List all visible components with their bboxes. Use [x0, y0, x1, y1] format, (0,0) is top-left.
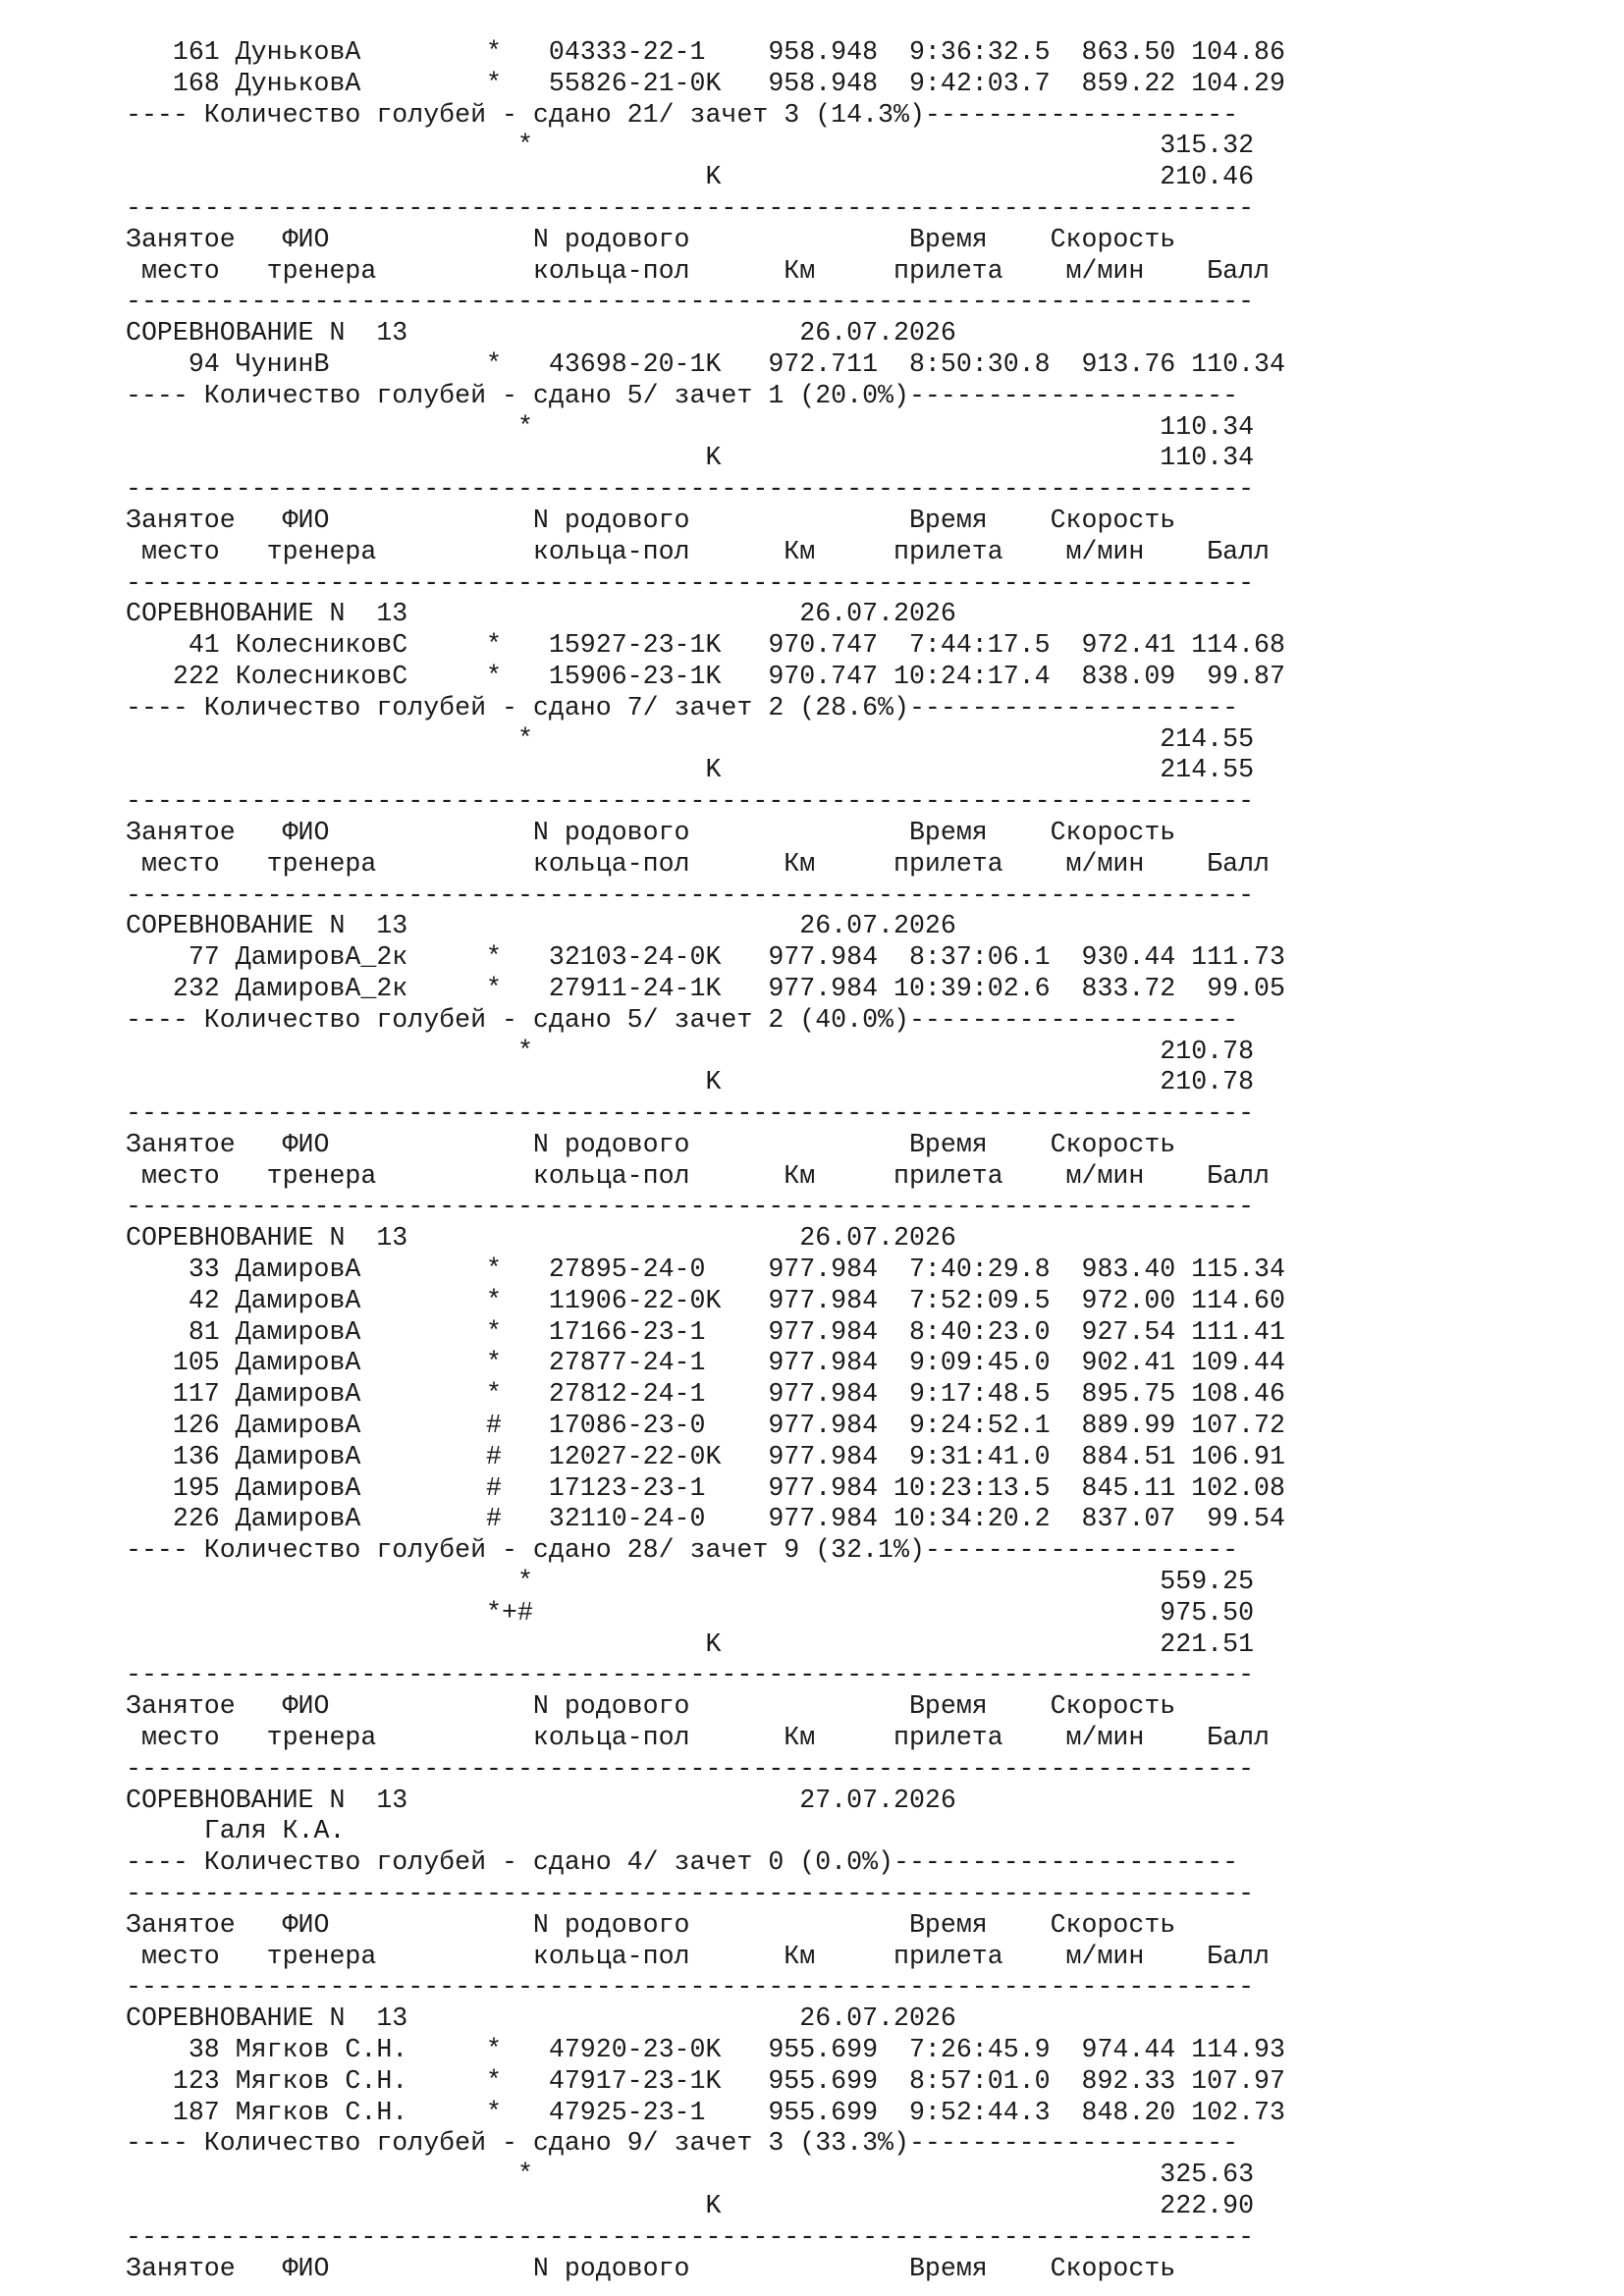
total-line: K 214.55	[126, 755, 1255, 785]
result-row: 94 ЧунинВ * 43698-20-1K 972.711 8:50:30.8 913.76 110.34	[126, 348, 1285, 379]
competition-header: СОРЕВНОВАНИЕ N 13 27.07.2026	[126, 1785, 956, 1815]
competition-header: СОРЕВНОВАНИЕ N 13 26.07.2026	[126, 2003, 956, 2034]
total-line: K 110.34	[126, 443, 1255, 473]
column-header: Занятое ФИО N родового Время Скорость	[126, 1691, 1176, 1722]
separator-line: ------------------------------------------------------------------------	[126, 1972, 1255, 2002]
results-printout	[126, 37, 1285, 2284]
result-row: 222 КолесниковС * 15906-23-1K 970.747 10:24:17.4 838.09 99.87	[126, 661, 1285, 691]
result-row: 123 Мягков С.Н. * 47917-23-1K 955.699 8:57:01.0 892.33 107.97	[126, 2065, 1285, 2096]
separator-line: ------------------------------------------------------------------------	[126, 192, 1255, 223]
column-header: место тренера кольца-пол Км прилета м/мин Балл	[126, 255, 1270, 286]
result-row: 42 ДамировА * 11906-22-0K 977.984 7:52:09.5 972.00 114.60	[126, 1285, 1285, 1315]
column-header: Занятое ФИО N родового Время Скорость	[126, 505, 1176, 535]
summary-line: ---- Количество голубей - сдано 4/ зачет 0 (0.0%)----------------------	[126, 1847, 1239, 1878]
separator-line: ------------------------------------------------------------------------	[126, 1753, 1255, 1784]
summary-line: ---- Количество голубей - сдано 21/ зачет 3 (14.3%)--------------------	[126, 99, 1239, 130]
total-line: * 325.63	[126, 2160, 1255, 2190]
result-row: 187 Мягков С.Н. * 47925-23-1 955.699 9:52:44.3 848.20 102.73	[126, 2097, 1285, 2127]
total-line: * 214.55	[126, 723, 1255, 754]
separator-line: ------------------------------------------------------------------------	[126, 2221, 1255, 2252]
summary-line: ---- Количество голубей - сдано 28/ зачет 9 (32.1%)--------------------	[126, 1535, 1239, 1566]
separator-line: ------------------------------------------------------------------------	[126, 1192, 1255, 1222]
column-header: место тренера кольца-пол Км прилета м/мин Балл	[126, 536, 1270, 566]
summary-line: ---- Количество голубей - сдано 9/ зачет 3 (33.3%)---------------------	[126, 2128, 1239, 2159]
total-line: K 210.78	[126, 1067, 1255, 1097]
text-line: Галя К.А.	[126, 1816, 346, 1846]
result-row: 161 ДуньковА * 04333-22-1 958.948 9:36:32.5 863.50 104.86	[126, 37, 1285, 67]
separator-line: ------------------------------------------------------------------------	[126, 1098, 1255, 1129]
result-row: 195 ДамировА # 17123-23-1 977.984 10:23:13.5 845.11 102.08	[126, 1472, 1285, 1503]
result-row: 168 ДуньковА * 55826-21-0K 958.948 9:42:03.7 859.22 104.29	[126, 68, 1285, 98]
total-line: * 110.34	[126, 411, 1255, 442]
total-line: K 222.90	[126, 2190, 1255, 2220]
summary-line: ---- Количество голубей - сдано 5/ зачет 1 (20.0%)---------------------	[126, 380, 1239, 410]
separator-line: ------------------------------------------------------------------------	[126, 474, 1255, 505]
competition-header: СОРЕВНОВАНИЕ N 13 26.07.2026	[126, 599, 956, 629]
competition-header: СОРЕВНОВАНИЕ N 13 26.07.2026	[126, 911, 956, 941]
column-header: Занятое ФИО N родового Время Скорость	[126, 817, 1176, 847]
result-row: 136 ДамировА # 12027-22-0K 977.984 9:31:41.0 884.51 106.91	[126, 1441, 1285, 1471]
total-line: K 221.51	[126, 1629, 1255, 1659]
separator-line: ------------------------------------------------------------------------	[126, 287, 1255, 317]
summary-line: ---- Количество голубей - сдано 7/ зачет 2 (28.6%)---------------------	[126, 692, 1239, 722]
result-row: 105 ДамировА * 27877-24-1 977.984 9:09:45.0 902.41 109.44	[126, 1348, 1285, 1378]
result-row: 38 Мягков С.Н. * 47920-23-0K 955.699 7:26:45.9 974.44 114.93	[126, 2035, 1285, 2064]
result-row: 81 ДамировА * 17166-23-1 977.984 8:40:23.0 927.54 111.41	[126, 1316, 1285, 1347]
separator-line: ------------------------------------------------------------------------	[126, 1660, 1255, 1690]
result-row: 41 КолесниковС * 15927-23-1K 970.747 7:44:17.5 972.41 114.68	[126, 630, 1285, 661]
column-header: Занятое ФИО N родового Время Скорость	[126, 224, 1176, 254]
column-header: место тренера кольца-пол Км прилета м/мин Балл	[126, 1941, 1270, 1971]
separator-line: ------------------------------------------------------------------------	[126, 567, 1255, 598]
total-line: * 559.25	[126, 1567, 1255, 1597]
total-line: * 315.32	[126, 131, 1255, 161]
total-line: K 210.46	[126, 162, 1255, 192]
result-row: 77 ДамировА_2к * 32103-24-0K 977.984 8:37:06.1 930.44 111.73	[126, 942, 1285, 973]
competition-header: СОРЕВНОВАНИЕ N 13 26.07.2026	[126, 1223, 956, 1254]
result-row: 126 ДамировА # 17086-23-0 977.984 9:24:52.1 889.99 107.72	[126, 1411, 1285, 1441]
result-row: 226 ДамировА # 32110-24-0 977.984 10:34:20.2 837.07 99.54	[126, 1504, 1285, 1534]
summary-line: ---- Количество голубей - сдано 5/ зачет 2 (40.0%)---------------------	[126, 1004, 1239, 1035]
result-row: 232 ДамировА_2к * 27911-24-1K 977.984 10:39:02.6 833.72 99.05	[126, 973, 1285, 1003]
total-line: * 210.78	[126, 1036, 1255, 1066]
column-header: Занятое ФИО N родового Время Скорость	[126, 1129, 1176, 1159]
separator-line: ------------------------------------------------------------------------	[126, 786, 1255, 817]
column-header: Занятое ФИО N родового Время Скорость	[126, 2253, 1176, 2283]
column-header: место тренера кольца-пол Км прилета м/мин Балл	[126, 1160, 1270, 1191]
separator-line: ------------------------------------------------------------------------	[126, 1879, 1255, 1909]
total-line: *+# 975.50	[126, 1597, 1255, 1628]
result-row: 33 ДамировА * 27895-24-0 977.984 7:40:29.8 983.40 115.34	[126, 1255, 1285, 1285]
column-header: Занятое ФИО N родового Время Скорость	[126, 1909, 1176, 1940]
column-header: место тренера кольца-пол Км прилета м/мин Балл	[126, 848, 1270, 879]
separator-line: ------------------------------------------------------------------------	[126, 880, 1255, 910]
competition-header: СОРЕВНОВАНИЕ N 13 26.07.2026	[126, 318, 956, 348]
column-header: место тренера кольца-пол Км прилета м/мин Балл	[126, 1723, 1270, 1753]
result-row: 117 ДамировА * 27812-24-1 977.984 9:17:48.5 895.75 108.46	[126, 1379, 1285, 1410]
